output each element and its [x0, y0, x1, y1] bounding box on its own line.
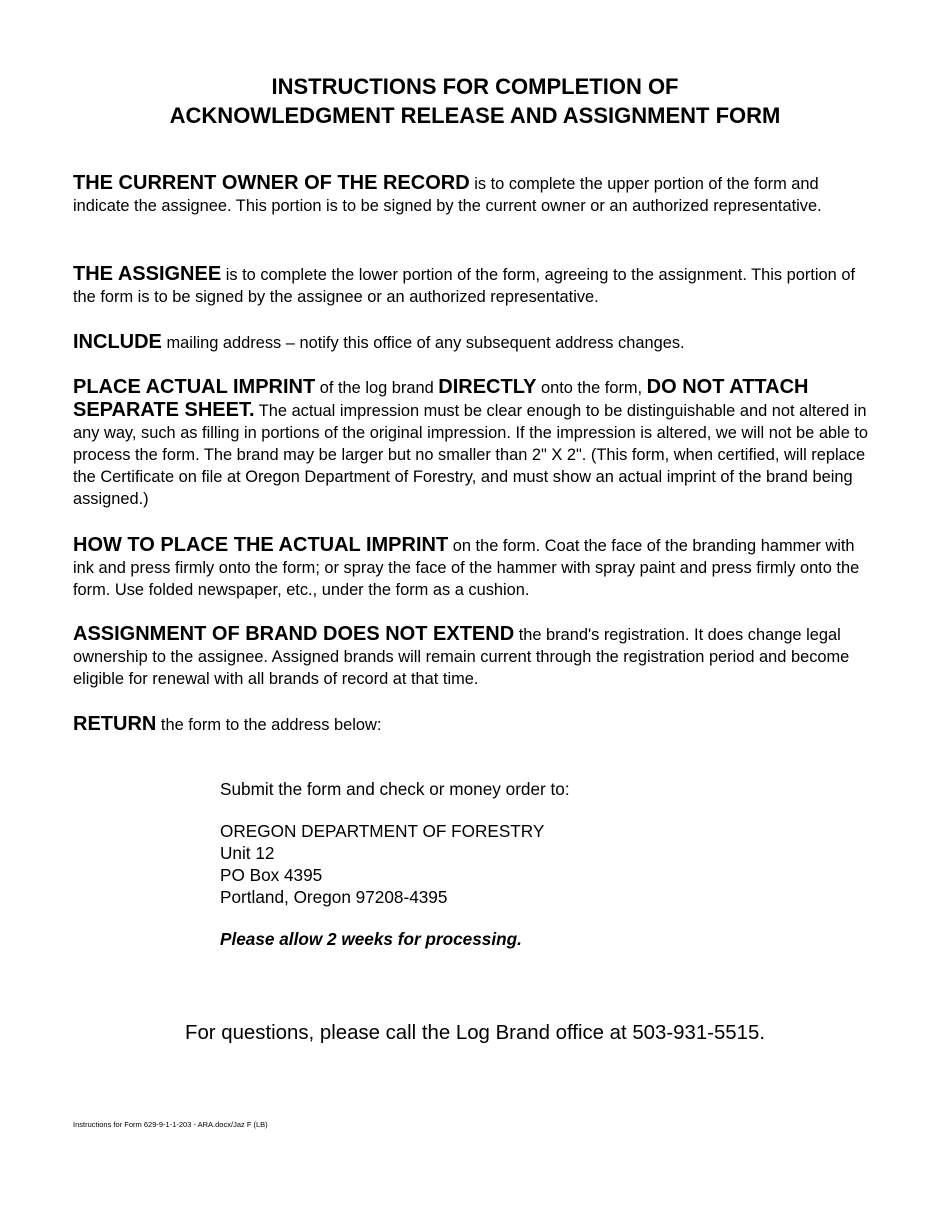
submit-intro: Submit the form and check or money order to: [220, 779, 570, 799]
section-heading: HOW TO PLACE THE ACTUAL IMPRINT [73, 534, 449, 556]
section-assignment [73, 623, 873, 690]
section-heading: RETURN [73, 713, 157, 735]
section-text: is to complete the upper portion of the form and indicate the assignee. This portion is to be signed by the current owner or an authorized representative. [73, 175, 822, 215]
section-heading: THE ASSIGNEE [73, 263, 222, 285]
section-how-to [73, 534, 873, 601]
section-heading: INCLUDE [73, 331, 162, 353]
document-title [0, 72, 950, 130]
address-org: OREGON DEPARTMENT OF FORESTRY [220, 821, 545, 841]
section-text: the form to the address below: [156, 716, 382, 734]
section-include [73, 331, 873, 354]
section-heading: PLACE ACTUAL IMPRINT [73, 376, 316, 398]
title-line-2: ACKNOWLEDGMENT RELEASE AND ASSIGNMENT FORM [169, 103, 781, 128]
section-text: on the form. Coat the face of the branding hammer with ink and press firmly onto the form; or spray the face of the hammer with spray paint and press firmly onto the form. Use folded newspaper, etc., under the form as a cushion. [73, 537, 860, 599]
address-po-box: PO Box 4395 [220, 865, 323, 885]
address-unit: Unit 12 [220, 843, 275, 863]
section-place-imprint [73, 376, 873, 510]
section-text: of the log brand [315, 379, 439, 397]
section-heading: THE CURRENT OWNER OF THE RECORD [73, 172, 470, 194]
section-return [73, 713, 873, 736]
section-text: the brand's registration. It does change legal ownership to the assignee. Assigned brands will remain current through the registration period and become eligible for renewal with all brands of record at that time. [73, 626, 850, 688]
footer-file-reference: Instructions for Form 629-9-1-1-203 - ARA.docx/Jaz F (LB) [73, 1120, 268, 1129]
title-line-1: INSTRUCTIONS FOR COMPLETION OF [271, 74, 679, 99]
questions-contact: For questions, please call the Log Brand office at 503-931-5515. [184, 1022, 765, 1044]
section-text: onto the form, [536, 379, 647, 397]
section-text: The actual impression must be clear enough to be distinguishable and not altered in any way, such as filling in portions of the original impression. If the impression is altered, we will not be able to process the form. The brand may be larger but no smaller than 2" X 2". (This form, when certified, will replace the Certificate on file at Oregon Department of Forestry, and must show an actual imprint of the brand being assigned.) [73, 402, 869, 508]
section-text: is to complete the lower portion of the form, agreeing to the assignment. This portion of the form is to be signed by the assignee or an authorized representative. [73, 266, 855, 306]
section-heading: ASSIGNMENT OF BRAND DOES NOT EXTEND [73, 623, 515, 645]
processing-note: Please allow 2 weeks for processing. [220, 929, 522, 949]
section-heading-do-not-attach: DO NOT ATTACH SEPARATE SHEET. [73, 376, 809, 421]
section-assignee [73, 263, 873, 308]
address-city: Portland, Oregon 97208-4395 [220, 887, 448, 907]
section-text: mailing address – notify this office of any subsequent address changes. [161, 334, 685, 352]
section-current-owner [73, 172, 873, 217]
section-heading-directly: DIRECTLY [438, 376, 537, 398]
mailing-address [220, 820, 820, 908]
